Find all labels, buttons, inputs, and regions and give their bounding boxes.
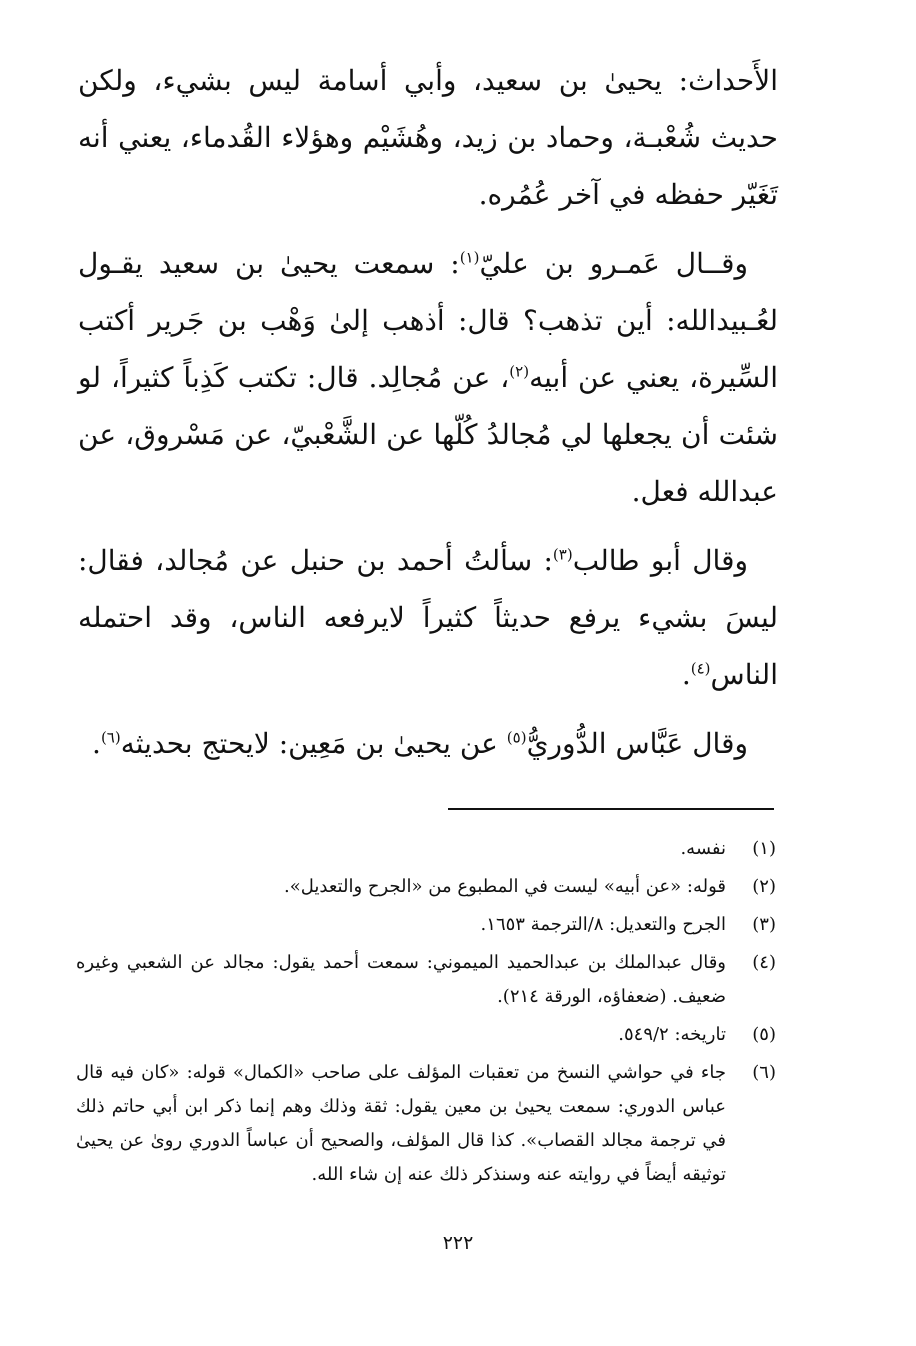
footnote-item	[76, 946, 776, 1014]
footnote-number: (٤)	[752, 952, 776, 973]
footnote-number: (٣)	[752, 914, 776, 935]
paragraph-text: وقــال عَمـرو بن عليّ	[479, 247, 748, 280]
footnote-item	[76, 1056, 776, 1192]
footnote-item	[76, 832, 776, 866]
footnote-text: الجرح والتعديل: ٨/الترجمة ١٦٥٣.	[480, 914, 726, 935]
footnote-marker: (٢)	[509, 362, 530, 381]
paragraph	[78, 52, 778, 223]
page-number: ٢٢٢	[442, 1232, 474, 1254]
footnote-item	[76, 908, 776, 942]
footnote-text: قوله: «عن أبيه» ليست في المطبوع من «الجرح والتعديل».	[284, 876, 726, 897]
footnote-number: (٥)	[752, 1024, 776, 1045]
paragraph-text: الأَحداث: يحيىٰ بن سعيد، وأبي أسامة ليس بشيء، ولكن حديث شُعْبـة، وحماد بن زيد، وهُشَيْم وهؤلاء القُدماء، يعني أنه تَغَيّر حفظه في آخر عُمُره.	[78, 64, 778, 211]
page-body	[78, 52, 778, 784]
footnote-divider	[448, 808, 774, 810]
footnote-number: (٦)	[752, 1062, 776, 1083]
footnote-number: (٢)	[752, 876, 776, 897]
paragraph-text: : سألتُ أحمد بن حنبل عن مُجالد، فقال: ليسَ بشيء يرفع حديثاً كثيراً لايرفعه الناس، وقد احتمله الناس	[78, 544, 778, 691]
footnote-text: نفسه.	[680, 838, 726, 859]
footnote-marker: (١)	[459, 248, 480, 267]
footnote-item	[76, 870, 776, 904]
paragraph-text: وقال عَبَّاس الدُّوريُّ	[526, 727, 748, 760]
footnote-marker: (٥)	[506, 728, 527, 747]
footnote-number: (١)	[752, 838, 776, 859]
paragraph-text: عن يحيىٰ بن مَعِين: لايحتج بحديثه	[120, 727, 507, 760]
paragraph-text: : سمعت يحيىٰ بن سعيد يقـول لعُـبيدالله: أين تذهب؟ قال: أذهب إلىٰ وَهْب بن جَرير أكتب السِّيرة، يعني عن أبيه	[78, 247, 778, 394]
footnote-text: جاء في حواشي النسخ من تعقبات المؤلف على صاحب «الكمال» قوله: «كان فيه قال عباس الدوري: سمعت يحيىٰ بن معين يقول: ثقة وذلك وهم إنما ذكر ابن أبي حاتم ذلك في ترجمة مجالد القصاب». كذا قال المؤلف، والصحيح أن عباساً الدوري روىٰ عن يحيىٰ توثيقه أيضاً في روايته عنه وسنذكر ذلك عنه إن شاء الله.	[76, 1062, 726, 1185]
paragraph	[78, 715, 778, 772]
paragraph-text: .	[681, 658, 691, 691]
footnote-marker: (٣)	[552, 545, 573, 564]
paragraph-text: وقال أبو طالب	[572, 544, 748, 577]
footnote-text: تاريخه: ٥٤٩/٢.	[618, 1024, 726, 1045]
paragraph	[78, 235, 778, 520]
paragraph-text: ، عن مُجالِد. قال: تكتب كَذِباً كثيراً، لو شئت أن يجعلها لي مُجالدُ كُلّها عن الشَّعْبيّ، عن مَسْروق، عن عبدالله فعل.	[78, 361, 778, 508]
footnotes-section	[76, 832, 776, 1196]
paragraph	[78, 532, 778, 703]
paragraph-text: .	[92, 727, 101, 760]
footnote-marker: (٦)	[100, 728, 121, 747]
footnote-marker: (٤)	[690, 659, 711, 678]
footnote-item	[76, 1018, 776, 1052]
footnote-text: وقال عبدالملك بن عبدالحميد الميموني: سمعت أحمد يقول: مجالد عن الشعبي وغيره ضعيف. (ضعفاؤه، الورقة ٢١٤).	[76, 952, 726, 1007]
